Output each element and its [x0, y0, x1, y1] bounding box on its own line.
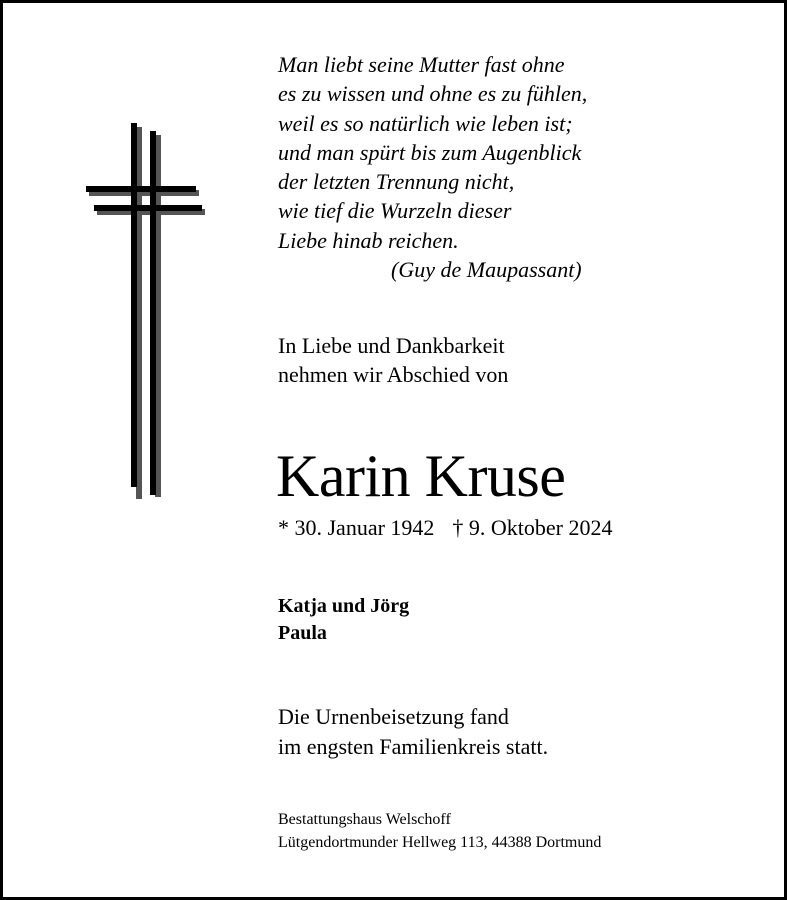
poem-line: und man spürt bis zum Augenblick: [278, 139, 582, 165]
intro-text: [278, 331, 508, 389]
double-cross-icon: [83, 121, 209, 501]
poem-line: Liebe hinab reichen.: [278, 227, 459, 253]
undertaker-address: Lütgendortmunder Hellweg 113, 44388 Dortmund: [278, 834, 602, 851]
family-line: Paula: [278, 622, 327, 644]
burial-line: im engsten Familienkreis statt.: [278, 734, 549, 759]
undertaker-name: Bestattungshaus Welschoff: [278, 811, 451, 828]
family-names: [278, 593, 409, 647]
poem-line: der letzten Trennung nicht,: [278, 169, 515, 195]
life-dates: [278, 513, 613, 543]
birth-date: * 30. Januar 1942: [278, 515, 435, 540]
burial-notice: [278, 702, 548, 762]
poem-line: wie tief die Wurzeln dieser: [278, 198, 512, 224]
burial-line: Die Urnenbeisetzung fand: [278, 704, 509, 729]
intro-line: In Liebe und Dankbarkeit: [278, 333, 505, 358]
poem-author: (Guy de Maupassant): [391, 257, 582, 283]
deceased-name: Karin Kruse: [276, 443, 566, 509]
undertaker-info: [278, 808, 601, 854]
poem-line: weil es so natürlich wie leben ist;: [278, 110, 573, 136]
poem-line: es zu wissen und ohne es zu fühlen,: [278, 81, 588, 107]
poem: [278, 50, 738, 284]
intro-line: nehmen wir Abschied von: [278, 362, 509, 387]
family-line: Katja und Jörg: [278, 595, 410, 617]
death-date: † 9. Oktober 2024: [452, 515, 613, 540]
poem-line: Man liebt seine Mutter fast ohne: [278, 52, 565, 77]
